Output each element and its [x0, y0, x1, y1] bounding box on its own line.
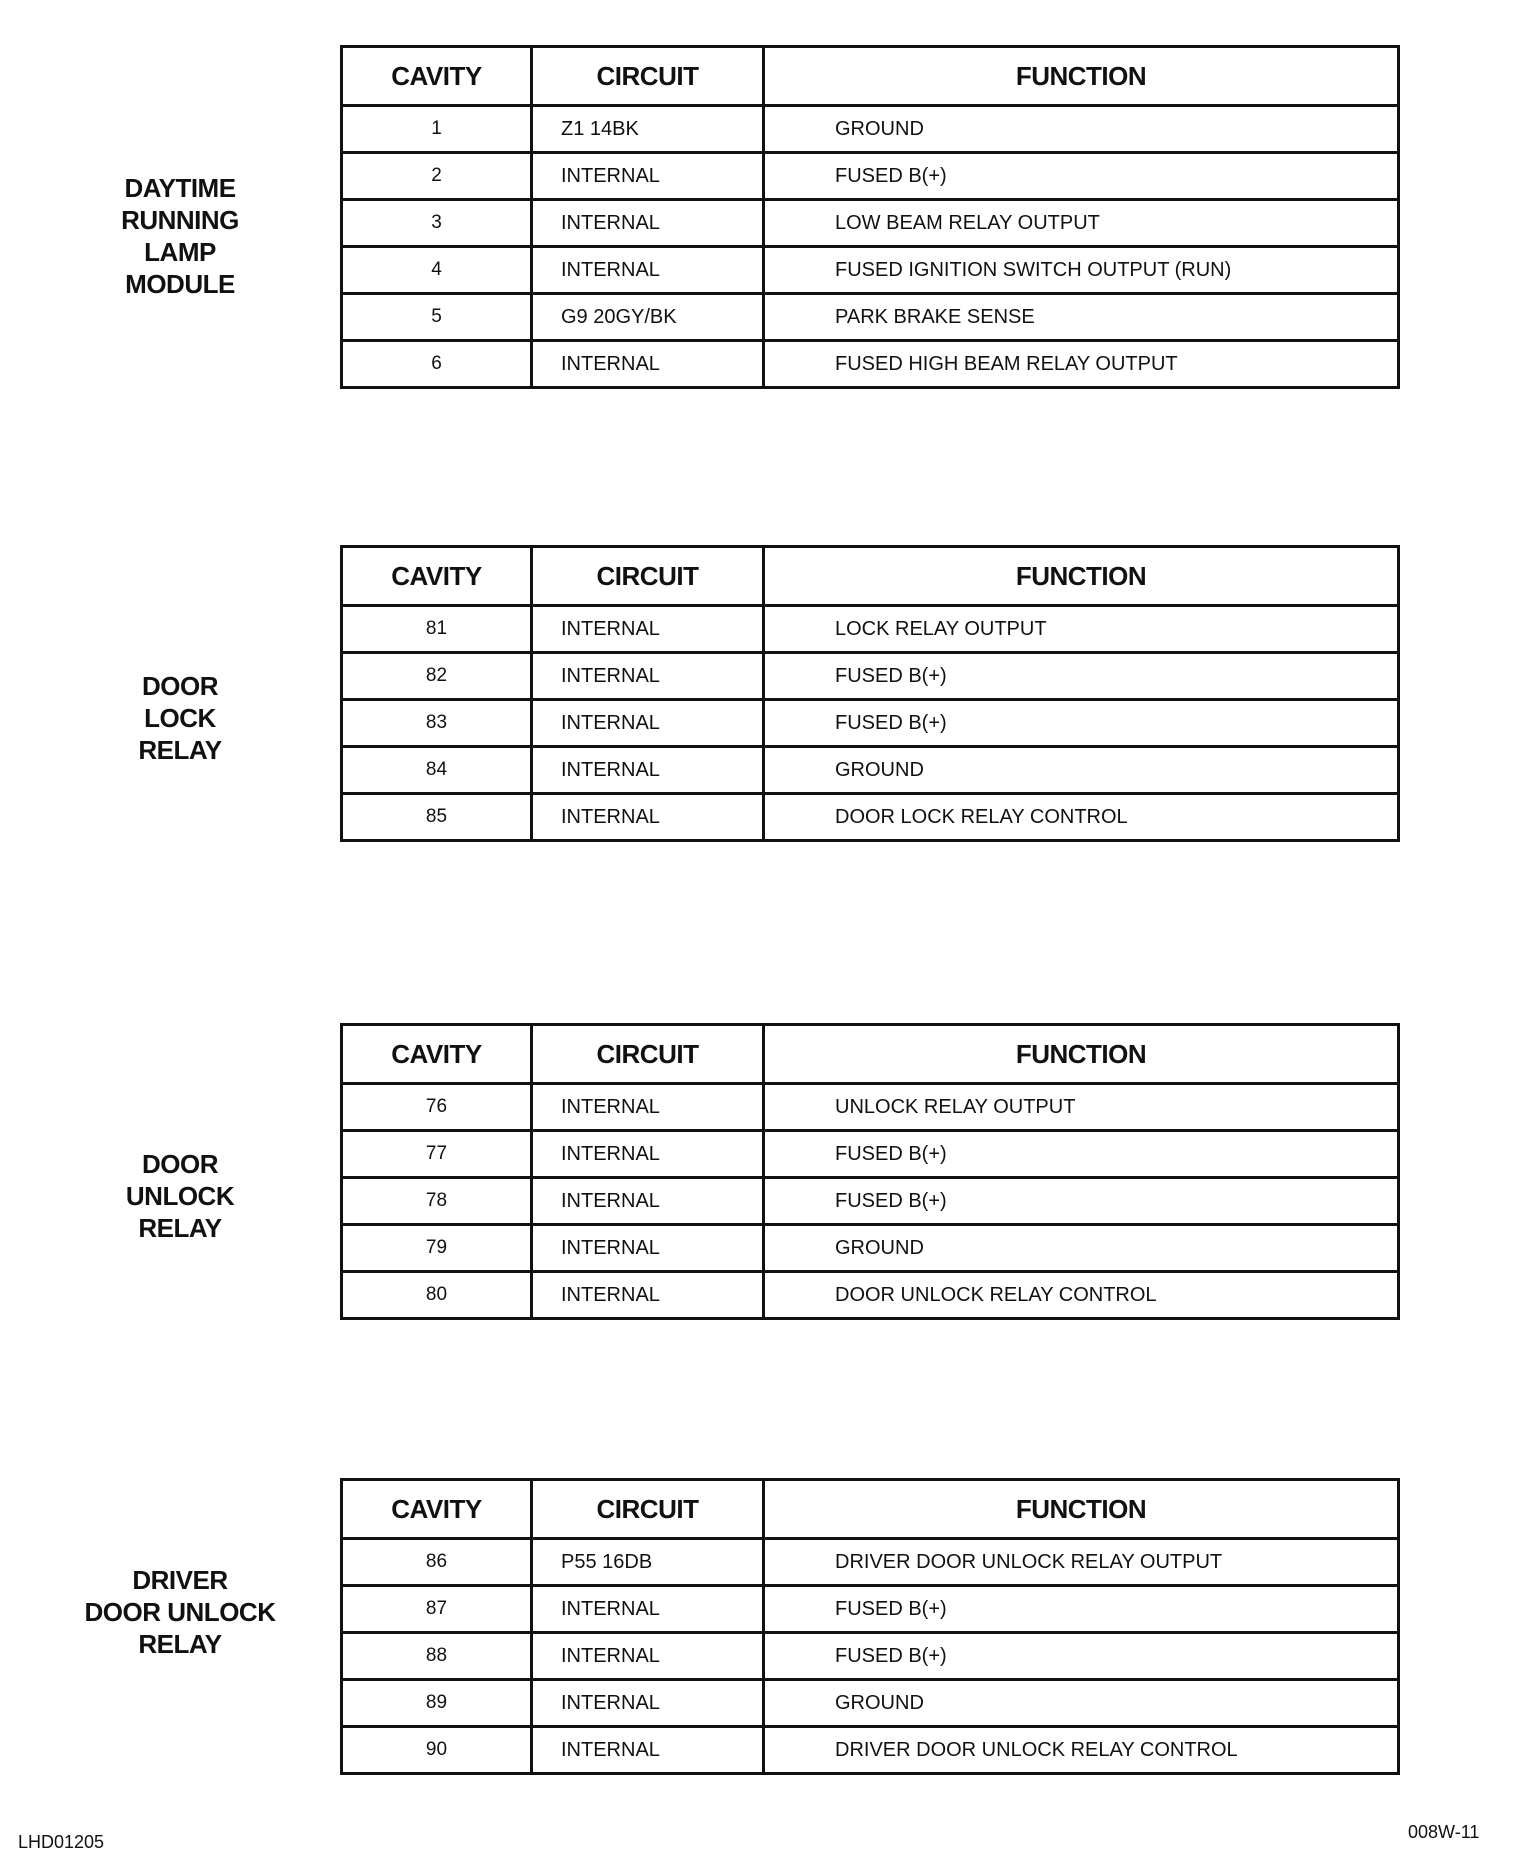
cavity-cell: 87 [342, 1586, 532, 1633]
table-row [342, 794, 1399, 841]
cavity-cell: 84 [342, 747, 532, 794]
table-row [342, 1225, 1399, 1272]
header-function: FUNCTION [764, 47, 1399, 106]
table-row [342, 700, 1399, 747]
section-label-line: RELAY [138, 1629, 222, 1659]
table-row [342, 1586, 1399, 1633]
table-row [342, 1131, 1399, 1178]
circuit-cell: INTERNAL [532, 200, 764, 247]
circuit-cell: INTERNAL [532, 1633, 764, 1680]
pin-table [340, 1023, 1400, 1320]
section-label-line: RELAY [138, 735, 222, 765]
circuit-cell: P55 16DB [532, 1539, 764, 1586]
header-circuit: CIRCUIT [532, 1025, 764, 1084]
table-row [342, 1727, 1399, 1774]
circuit-cell: INTERNAL [532, 341, 764, 388]
table-row [342, 606, 1399, 653]
cavity-cell: 77 [342, 1131, 532, 1178]
section-label-line: MODULE [125, 269, 235, 299]
table-header-row [342, 547, 1399, 606]
cavity-cell: 81 [342, 606, 532, 653]
section-label [60, 1564, 300, 1660]
cavity-cell: 86 [342, 1539, 532, 1586]
cavity-cell: 85 [342, 794, 532, 841]
cavity-cell: 88 [342, 1633, 532, 1680]
section-label-line: DRIVER [132, 1565, 228, 1595]
header-cavity: CAVITY [342, 47, 532, 106]
header-circuit: CIRCUIT [532, 547, 764, 606]
function-cell: GROUND [764, 747, 1399, 794]
table-row [342, 1178, 1399, 1225]
circuit-cell: G9 20GY/BK [532, 294, 764, 341]
table-row [342, 200, 1399, 247]
header-function: FUNCTION [764, 1025, 1399, 1084]
section-label-line: LAMP [144, 237, 216, 267]
cavity-cell: 6 [342, 341, 532, 388]
cavity-cell: 80 [342, 1272, 532, 1319]
cavity-cell: 90 [342, 1727, 532, 1774]
table-row [342, 153, 1399, 200]
cavity-cell: 89 [342, 1680, 532, 1727]
cavity-cell: 76 [342, 1084, 532, 1131]
circuit-cell: INTERNAL [532, 1178, 764, 1225]
header-cavity: CAVITY [342, 547, 532, 606]
function-cell: FUSED B(+) [764, 1178, 1399, 1225]
function-cell: DOOR LOCK RELAY CONTROL [764, 794, 1399, 841]
circuit-cell: INTERNAL [532, 1225, 764, 1272]
section-label [60, 1148, 300, 1244]
circuit-cell: INTERNAL [532, 747, 764, 794]
header-circuit: CIRCUIT [532, 47, 764, 106]
document-code-left: LHD01205 [18, 1832, 105, 1852]
table-row [342, 106, 1399, 153]
section-label-line: DAYTIME [124, 173, 236, 203]
function-cell: FUSED B(+) [764, 653, 1399, 700]
cavity-cell: 5 [342, 294, 532, 341]
table-header-row [342, 1480, 1399, 1539]
table-row [342, 653, 1399, 700]
section-label-line: DOOR [142, 1149, 218, 1179]
cavity-cell: 1 [342, 106, 532, 153]
cavity-cell: 4 [342, 247, 532, 294]
cavity-cell: 3 [342, 200, 532, 247]
cavity-cell: 78 [342, 1178, 532, 1225]
function-cell: FUSED B(+) [764, 700, 1399, 747]
function-cell: DRIVER DOOR UNLOCK RELAY CONTROL [764, 1727, 1399, 1774]
table-row [342, 341, 1399, 388]
pin-table [340, 545, 1400, 842]
table-header-row [342, 47, 1399, 106]
table-row [342, 1084, 1399, 1131]
table-row [342, 247, 1399, 294]
function-cell: GROUND [764, 1680, 1399, 1727]
table-row [342, 1633, 1399, 1680]
function-cell: PARK BRAKE SENSE [764, 294, 1399, 341]
circuit-cell: INTERNAL [532, 794, 764, 841]
function-cell: FUSED B(+) [764, 1131, 1399, 1178]
function-cell: DOOR UNLOCK RELAY CONTROL [764, 1272, 1399, 1319]
header-function: FUNCTION [764, 547, 1399, 606]
function-cell: UNLOCK RELAY OUTPUT [764, 1084, 1399, 1131]
table-row [342, 1272, 1399, 1319]
cavity-cell: 83 [342, 700, 532, 747]
document-code-right: 008W-11 [1408, 1822, 1480, 1842]
table-row [342, 1680, 1399, 1727]
function-cell: LOW BEAM RELAY OUTPUT [764, 200, 1399, 247]
table-row [342, 294, 1399, 341]
header-cavity: CAVITY [342, 1480, 532, 1539]
section-label-line: RELAY [138, 1213, 222, 1243]
section-label-line: UNLOCK [125, 1181, 235, 1211]
section-label-line: DOOR UNLOCK [84, 1597, 276, 1627]
section-label-line: LOCK [144, 703, 216, 733]
circuit-cell: INTERNAL [532, 1680, 764, 1727]
header-circuit: CIRCUIT [532, 1480, 764, 1539]
table-row [342, 747, 1399, 794]
circuit-cell: INTERNAL [532, 1586, 764, 1633]
section-label-line: DOOR [142, 671, 218, 701]
circuit-cell: INTERNAL [532, 700, 764, 747]
function-cell: FUSED HIGH BEAM RELAY OUTPUT [764, 341, 1399, 388]
circuit-cell: INTERNAL [532, 1272, 764, 1319]
function-cell: LOCK RELAY OUTPUT [764, 606, 1399, 653]
circuit-cell: INTERNAL [532, 653, 764, 700]
function-cell: FUSED B(+) [764, 1633, 1399, 1680]
circuit-cell: Z1 14BK [532, 106, 764, 153]
table-header-row [342, 1025, 1399, 1084]
header-cavity: CAVITY [342, 1025, 532, 1084]
function-cell: FUSED B(+) [764, 153, 1399, 200]
circuit-cell: INTERNAL [532, 153, 764, 200]
circuit-cell: INTERNAL [532, 247, 764, 294]
pin-table [340, 1478, 1400, 1775]
function-cell: FUSED IGNITION SWITCH OUTPUT (RUN) [764, 247, 1399, 294]
function-cell: GROUND [764, 106, 1399, 153]
circuit-cell: INTERNAL [532, 1727, 764, 1774]
function-cell: DRIVER DOOR UNLOCK RELAY OUTPUT [764, 1539, 1399, 1586]
section-label [60, 172, 300, 300]
cavity-cell: 2 [342, 153, 532, 200]
section-label-line: RUNNING [121, 205, 239, 235]
cavity-cell: 79 [342, 1225, 532, 1272]
pin-table [340, 45, 1400, 389]
function-cell: FUSED B(+) [764, 1586, 1399, 1633]
function-cell: GROUND [764, 1225, 1399, 1272]
circuit-cell: INTERNAL [532, 1084, 764, 1131]
cavity-cell: 82 [342, 653, 532, 700]
section-label [60, 670, 300, 766]
header-function: FUNCTION [764, 1480, 1399, 1539]
circuit-cell: INTERNAL [532, 606, 764, 653]
table-row [342, 1539, 1399, 1586]
circuit-cell: INTERNAL [532, 1131, 764, 1178]
